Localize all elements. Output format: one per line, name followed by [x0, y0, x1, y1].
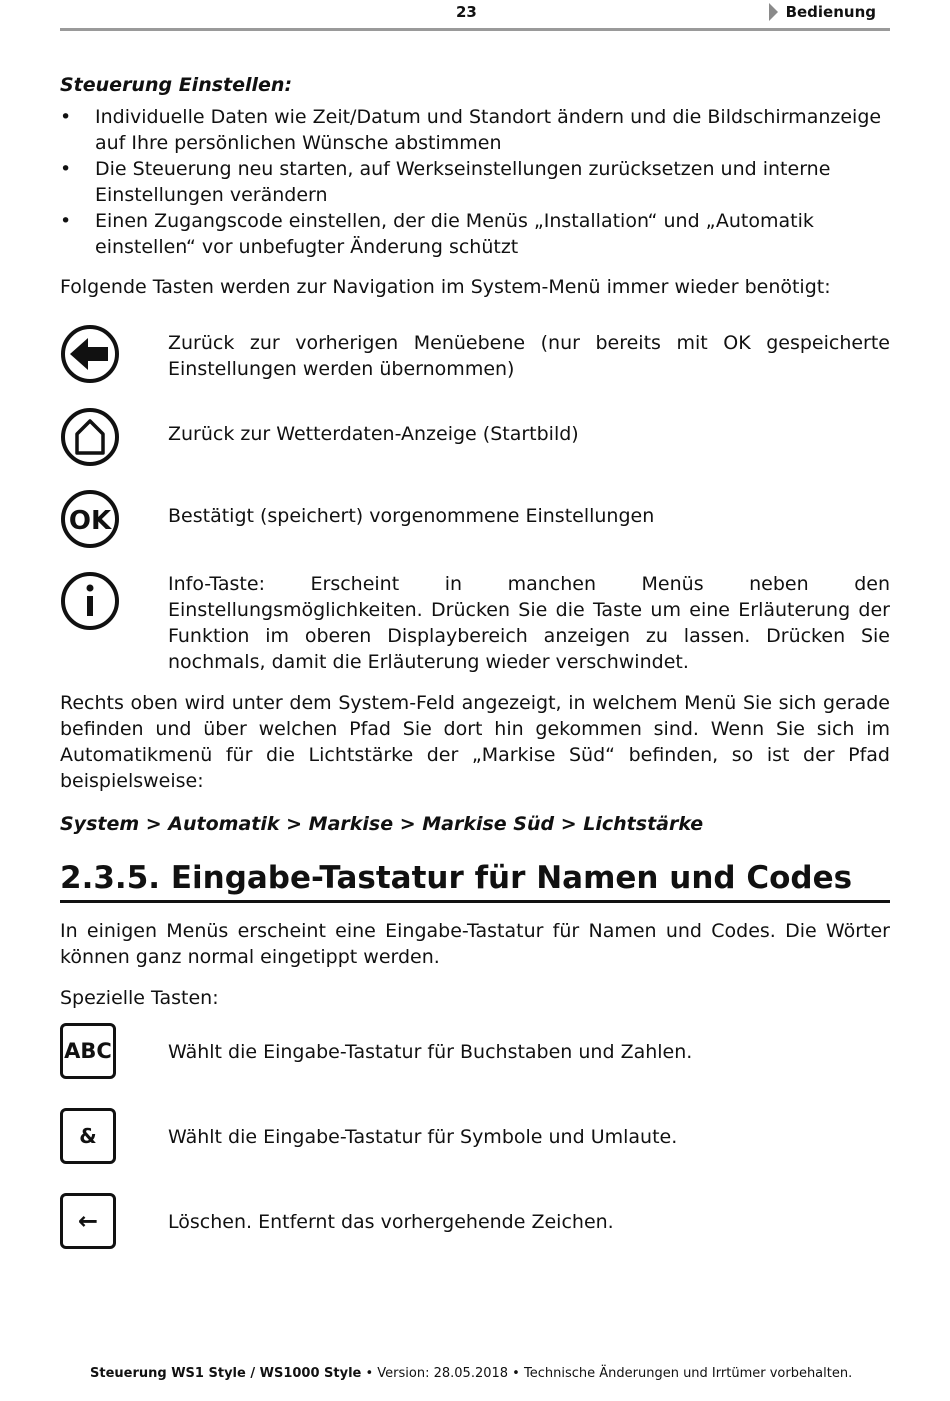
section-title: Bedienung: [785, 3, 876, 21]
special-keys-label: Spezielle Tasten:: [60, 987, 219, 1009]
special-key-description: Löschen. Entfernt das vorhergehende Zeichen.: [168, 1211, 614, 1233]
nav-key-description: Zurück zur vorherigen Menüebene (nur bereits mit OK gespeicherte Einstellungen werden übernommen): [168, 332, 890, 380]
section-heading: 2.3.5. Eingabe-Tastatur für Namen und Codes: [60, 860, 890, 903]
path-example: System > Automatik > Markise > Markise Süd > Lichtstärke: [60, 813, 704, 835]
page-footer: [90, 1366, 920, 1381]
home-icon: [60, 407, 120, 467]
nav-key-description: Bestätigt (speichert) vorgenommene Einstellungen: [168, 505, 655, 527]
backspace-key-icon: ←: [60, 1193, 116, 1249]
ok-icon: [60, 489, 120, 549]
footer-version: Version: 28.05.2018: [377, 1366, 509, 1381]
path-explanation: Rechts oben wird unter dem System-Feld angezeigt, in welchem Menü Sie sich gerade befinden und über welchen Pfad Sie dort hin gekommen sind. Wenn Sie sich im Automatikmenü für die Lichtstärke der „Markise Süd“ befinden, so ist der Pfad beispielsweise:: [60, 692, 890, 792]
info-icon: [60, 571, 120, 631]
nav-key-description: Info-Taste: Erscheint in manchen Menüs neben den Einstellungsmöglichkeiten. Drücken Sie die Taste um eine Erläuterung der Funktion im oberen Displaybereich anzeigen zu lassen. Drücken Sie nochmals, damit die Erläuterung wieder verschwindet.: [168, 573, 890, 673]
ampersand-key-icon: &: [60, 1108, 116, 1164]
page-number: 23: [456, 3, 477, 21]
nav-keys-intro: Folgende Tasten werden zur Navigation im System-Menü immer wieder benötigt:: [60, 276, 831, 298]
special-key-description: Wählt die Eingabe-Tastatur für Symbole und Umlaute.: [168, 1126, 678, 1148]
ok-icon-label: OK: [68, 506, 112, 536]
list-item: • Individuelle Daten wie Zeit/Datum und Standort ändern und die Bildschirmanzeige auf Ihre persönlichen Wünsche abstimmen: [60, 104, 890, 156]
footer-separator: •: [508, 1366, 524, 1381]
page-header: [60, 0, 890, 31]
section-tab: [769, 3, 876, 21]
list-item: • Einen Zugangscode einstellen, der die Menüs „Installation“ und „Automatik einstellen“ vor unbefugter Änderung schützt: [60, 208, 890, 260]
feature-list: [60, 104, 890, 260]
section-marker-icon: [769, 3, 778, 21]
footer-product: Steuerung WS1 Style / WS1000 Style: [90, 1366, 362, 1381]
abc-key-icon: ABC: [60, 1023, 116, 1079]
keyboard-intro: In einigen Menüs erscheint eine Eingabe-Tastatur für Namen und Codes. Die Wörter können ganz normal eingetippt werden.: [60, 920, 890, 968]
list-item: • Die Steuerung neu starten, auf Werkseinstellungen zurücksetzen und interne Einstellungen verändern: [60, 156, 890, 208]
subheading: Steuerung Einstellen:: [60, 74, 293, 96]
footer-notice: Technische Änderungen und Irrtümer vorbehalten.: [523, 1366, 853, 1381]
back-arrow-icon: [60, 324, 120, 384]
special-key-description: Wählt die Eingabe-Tastatur für Buchstaben und Zahlen.: [168, 1041, 693, 1063]
nav-key-description: Zurück zur Wetterdaten-Anzeige (Startbild): [168, 423, 579, 445]
manual-page: [60, 0, 890, 1401]
footer-separator: •: [361, 1366, 378, 1381]
